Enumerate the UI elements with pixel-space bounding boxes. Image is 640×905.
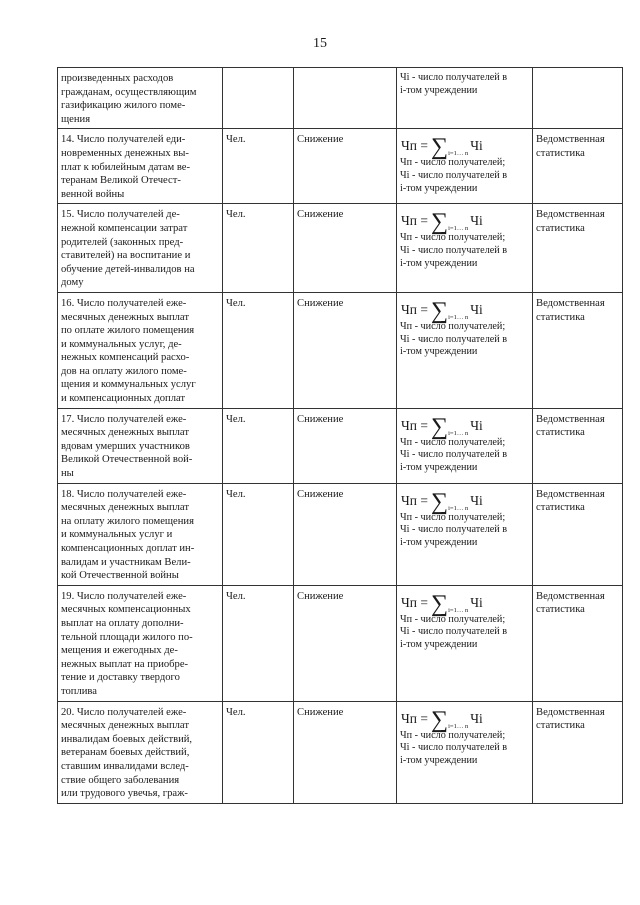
sum-symbol: ∑ bbox=[431, 488, 449, 515]
trend-cell: Снижение bbox=[294, 585, 397, 701]
formula-lhs: Чп = bbox=[401, 594, 428, 610]
formula-lhs: Чп = bbox=[401, 710, 428, 726]
formula bbox=[401, 134, 529, 161]
sum-subscript: i=1… n bbox=[448, 429, 469, 437]
sum-subscript: i=1… n bbox=[448, 225, 469, 233]
sum-symbol: ∑ bbox=[431, 209, 449, 236]
formula bbox=[401, 488, 529, 515]
trend-cell: Снижение bbox=[294, 129, 397, 204]
unit-cell: Чел. bbox=[223, 483, 294, 585]
sum-symbol: ∑ bbox=[431, 590, 449, 617]
formula-rhs: Чi bbox=[470, 301, 483, 317]
formula-rhs: Чi bbox=[470, 710, 483, 726]
table-row bbox=[58, 129, 623, 204]
formula-rhs: Чi bbox=[470, 417, 483, 433]
table-row bbox=[58, 408, 623, 483]
indicator-name-cell: 17. Число получателей еже- месячных денежных выплат вдовам умерших участников Великой Отечественной вой- ны bbox=[58, 408, 223, 483]
formula-legend: Чп - число получателей; Чi - число получателей в i-том учреждении bbox=[400, 613, 508, 650]
calculation-method-cell bbox=[397, 68, 533, 129]
sum-symbol: ∑ bbox=[431, 413, 449, 440]
indicators-table bbox=[57, 67, 623, 804]
indicator-name-cell: 15. Число получателей де- нежной компенсации затрат родителей (законных пред- ставителей) на воспитание и обучение детей-инвалидов на дому bbox=[58, 204, 223, 293]
formula bbox=[401, 590, 529, 617]
source-cell: Ведомственная статистика bbox=[533, 585, 623, 701]
formula-lhs: Чп = bbox=[401, 301, 428, 317]
sum-subscript: i=1… n bbox=[448, 313, 469, 321]
trend-cell: Снижение bbox=[294, 408, 397, 483]
formula bbox=[401, 209, 529, 236]
source-cell: Ведомственная статистика bbox=[533, 408, 623, 483]
unit-cell: Чел. bbox=[223, 408, 294, 483]
sum-symbol: ∑ bbox=[431, 134, 449, 161]
sum-subscript: i=1… n bbox=[448, 504, 469, 512]
source-cell bbox=[533, 68, 623, 129]
page-number: 15 bbox=[313, 36, 327, 51]
trend-cell: Снижение bbox=[294, 204, 397, 293]
calculation-method-cell bbox=[397, 292, 533, 408]
indicator-name-cell: произведенных расходов гражданам, осуществляющим газификацию жилого поме- щения bbox=[58, 68, 223, 129]
formula-legend: Чп - число получателей; Чi - число получателей в i-том учреждении bbox=[400, 232, 508, 269]
formula-legend: Чi - число получателей в i-том учреждении bbox=[400, 72, 508, 96]
formula-legend: Чп - число получателей; Чi - число получателей в i-том учреждении bbox=[400, 320, 508, 358]
unit-cell: Чел. bbox=[223, 204, 294, 293]
source-cell: Ведомственная статистика bbox=[533, 129, 623, 204]
table-row bbox=[58, 292, 623, 408]
sum-subscript: i=1… n bbox=[448, 722, 469, 730]
indicator-name-cell: 16. Число получателей еже- месячных денежных выплат по оплате жилого помещения и коммунальных услуг, де- нежных компенсаций расхо- дов на оплату жилого поме- щения и коммунальных услуг и компенсационных доплат bbox=[58, 292, 223, 408]
formula bbox=[401, 706, 529, 733]
unit-cell: Чел. bbox=[223, 129, 294, 204]
formula-legend: Чп - число получателей; Чi - число получателей в i-том учреждении bbox=[400, 729, 508, 766]
unit-cell: Чел. bbox=[223, 292, 294, 408]
formula-lhs: Чп = bbox=[401, 492, 428, 508]
sum-subscript: i=1… n bbox=[448, 150, 469, 158]
formula bbox=[401, 413, 529, 440]
calculation-method-cell bbox=[397, 204, 533, 293]
source-cell: Ведомственная статистика bbox=[533, 204, 623, 293]
calculation-method-cell bbox=[397, 701, 533, 803]
calculation-method-cell bbox=[397, 483, 533, 585]
trend-cell: Снижение bbox=[294, 701, 397, 803]
sum-symbol: ∑ bbox=[431, 706, 449, 733]
trend-cell: Снижение bbox=[294, 292, 397, 408]
formula-lhs: Чп = bbox=[401, 213, 428, 229]
formula bbox=[401, 297, 529, 324]
formula-rhs: Чi bbox=[470, 138, 483, 154]
trend-cell bbox=[294, 68, 397, 129]
source-cell: Ведомственная статистика bbox=[533, 483, 623, 585]
formula-rhs: Чi bbox=[470, 594, 483, 610]
unit-cell: Чел. bbox=[223, 701, 294, 803]
table-row bbox=[58, 483, 623, 585]
source-cell: Ведомственная статистика bbox=[533, 292, 623, 408]
sum-symbol: ∑ bbox=[431, 297, 449, 324]
table-row bbox=[58, 68, 623, 129]
calculation-method-cell bbox=[397, 585, 533, 701]
formula-lhs: Чп = bbox=[401, 417, 428, 433]
formula-rhs: Чi bbox=[470, 213, 483, 229]
trend-cell: Снижение bbox=[294, 483, 397, 585]
indicators-table-body bbox=[58, 68, 623, 804]
formula-rhs: Чi bbox=[470, 492, 483, 508]
unit-cell bbox=[223, 68, 294, 129]
unit-cell: Чел. bbox=[223, 585, 294, 701]
indicator-name-cell: 18. Число получателей еже- месячных денежных выплат на оплату жилого помещения и коммунальных услуг и компенсационных доплат ин- валидам и участникам Вели- кой Отечественной войны bbox=[58, 483, 223, 585]
formula-lhs: Чп = bbox=[401, 138, 428, 154]
indicator-name-cell: 14. Число получателей еди- новременных денежных вы- плат к юбилейным датам ве- теранам Великой Отечест- венной войны bbox=[58, 129, 223, 204]
indicator-name-cell: 19. Число получателей еже- месячных компенсационных выплат на оплату дополни- тельной площади жилого по- мещения и ежегодных де- нежных выплат на приобре- тение и доставку твердого топлива bbox=[58, 585, 223, 701]
sum-subscript: i=1… n bbox=[448, 606, 469, 614]
table-row bbox=[58, 204, 623, 293]
formula-legend: Чп - число получателей; Чi - число получателей в i-том учреждении bbox=[400, 157, 508, 194]
table-row bbox=[58, 585, 623, 701]
formula-legend: Чп - число получателей; Чi - число получателей в i-том учреждении bbox=[400, 436, 508, 473]
source-cell: Ведомственная статистика bbox=[533, 701, 623, 803]
indicator-name-cell: 20. Число получателей еже- месячных денежных выплат инвалидам боевых действий, ветеранам боевых действий, ставшим инвалидами вслед- ствие общего заболевания или трудового увечья, граж- bbox=[58, 701, 223, 803]
calculation-method-cell bbox=[397, 408, 533, 483]
table-row bbox=[58, 701, 623, 803]
calculation-method-cell bbox=[397, 129, 533, 204]
formula-legend: Чп - число получателей; Чi - число получателей в i-том учреждении bbox=[400, 511, 508, 548]
